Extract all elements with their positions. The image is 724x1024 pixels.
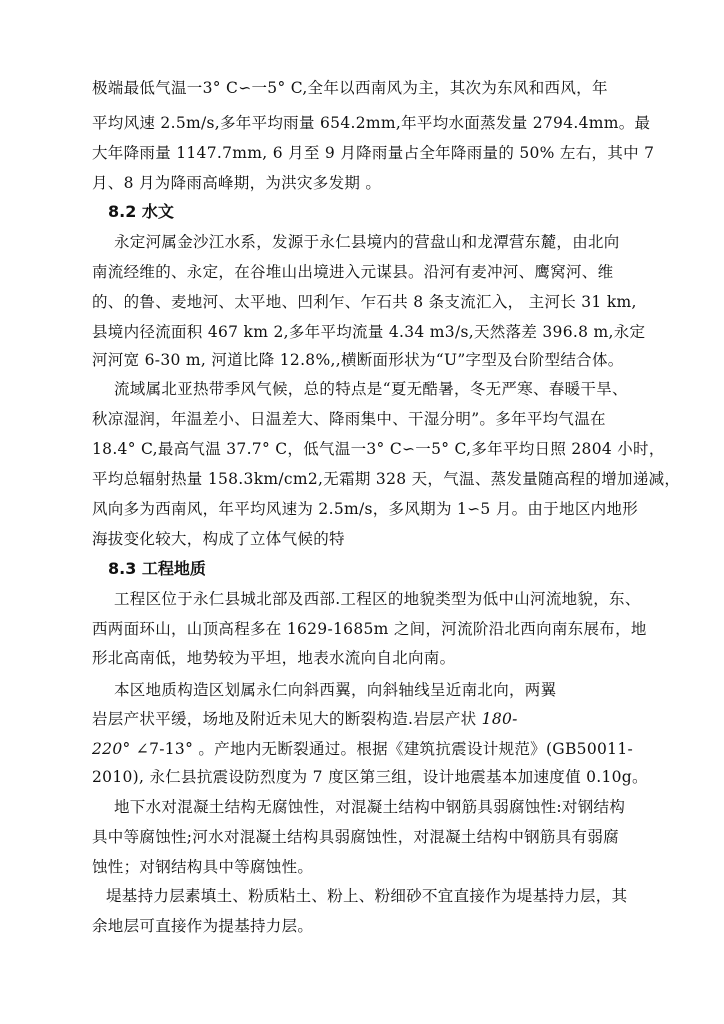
para5-line-3-text: 7-13° 。产地内无断裂通过。根据《建筑抗震设计规范》(GB50011- — [149, 740, 634, 758]
para1-line-4: 月、8 月为降雨高峰期，为洪灾多发期 。 — [92, 174, 382, 192]
para6-line-3: 蚀性；对钢结构具中等腐蚀性。 — [92, 858, 314, 876]
para5-line-3 — [92, 739, 633, 759]
para2-line-2: 南流经维的、永定，在谷堆山出境进入元谋县。沿河有麦冲河、鹰窝河、维 — [92, 263, 614, 281]
para7-line-2: 余地层可直接作为提基持力层。 — [92, 917, 314, 935]
para3-line-3: 18.4° C,最高气温 37.7° C，低气温一3° C∽一5° C,多年平均日照 2804 小时， — [92, 440, 665, 458]
para1-line-1: 极端最低气温一3° C∽一5° C,全年以西南风为主，其次为东风和西风，年 — [92, 79, 608, 97]
para6-line-2: 具中等腐蚀性;河水对混凝土结构具弱腐蚀性，对混凝土结构中钢筋具有弱腐 — [92, 828, 619, 846]
para3-line-1: 流域属北亚热带季风气候，总的特点是“夏无酷暑，冬无严寒、春暖干旱、 — [114, 380, 628, 398]
para3-line-2: 秋凉湿润，年温差小、日温差大、降雨集中、干湿分明”。多年平均气温在 — [92, 410, 606, 428]
para6-line-1: 地下水对混凝土结构无腐蚀性，对混凝土结构中钢筋具弱腐蚀性:对钢结构 — [114, 798, 626, 816]
para2-line-5: 河河宽 6-30 m, 河道比降 12.8%,,横断面形状为“U”字型及台阶型结合体。 — [92, 351, 624, 369]
para2-line-4: 县境内径流面积 467 km 2,多年平均流量 4.34 m3/s,天然落差 396.8 m,永定 — [92, 323, 646, 341]
para5-line-2-text: 岩层产状平缓，场地及附近未见大的断裂构造.岩层产状 — [92, 710, 482, 728]
para2-line-3: 的、的鲁、麦地河、太平地、凹利乍、乍石共 8 条支流汇入， 主河长 31 km, — [92, 293, 637, 311]
para5-line-1: 本区地质构造区划属永仁向斜西翼，向斜轴线呈近南北向，两翼 — [114, 681, 557, 699]
para5-line-2 — [92, 709, 518, 729]
para4-line-2: 西两面环山，山顶高程多在 1629-1685m 之间，河流阶沿北西向南东展布，地 — [92, 620, 647, 638]
para5-line-2-italic: 180- — [481, 710, 518, 728]
para2-line-1: 永定河属金沙江水系，发源于永仁县境内的营盘山和龙潭营东麓，由北向 — [114, 233, 620, 251]
para4-line-3: 形北高南低，地势较为平坦，地表水流向自北向南。 — [92, 649, 456, 667]
para3-line-6: 海拔变化较大，构成了立体气候的特 — [92, 530, 345, 548]
para5-line-3-italic: 220° ∠ — [92, 740, 150, 758]
para5-line-4: 2010), 永仁县抗震设防烈度为 7 度区第三组，设计地震基本加速度值 0.10g。 — [92, 768, 648, 786]
para1-line-2: 平均风速 2.5m/s,多年平均雨量 654.2mm,年平均水面蒸发量 2794.4mm。最 — [92, 114, 651, 132]
para7-line-1: 堤基持力层素填土、粉质粘土、粉上、粉细砂不宜直接作为堤基持力层，其 — [106, 887, 628, 905]
para4-line-1: 工程区位于永仁县城北部及西部.工程区的地貌类型为低中山河流地貌，东、 — [114, 590, 641, 608]
para3-line-5: 风向多为西南风，年平均风速为 2.5m/s，多风期为 1∽5 月。由于地区内地形 — [92, 500, 639, 518]
para3-line-4: 平均总辐射热量 158.3km/cm2,无霜期 328 天，气温、蒸发量随高程的增加递减， — [92, 470, 681, 488]
para1-line-3: 大年降雨量 1147.7mm, 6 月至 9 月降雨量占全年降雨量的 50% 左右，其中 7 — [92, 144, 655, 162]
section-heading-hydrology: 8.2 水文 — [108, 202, 174, 221]
section-heading-geology: 8.3 工程地质 — [108, 559, 206, 578]
